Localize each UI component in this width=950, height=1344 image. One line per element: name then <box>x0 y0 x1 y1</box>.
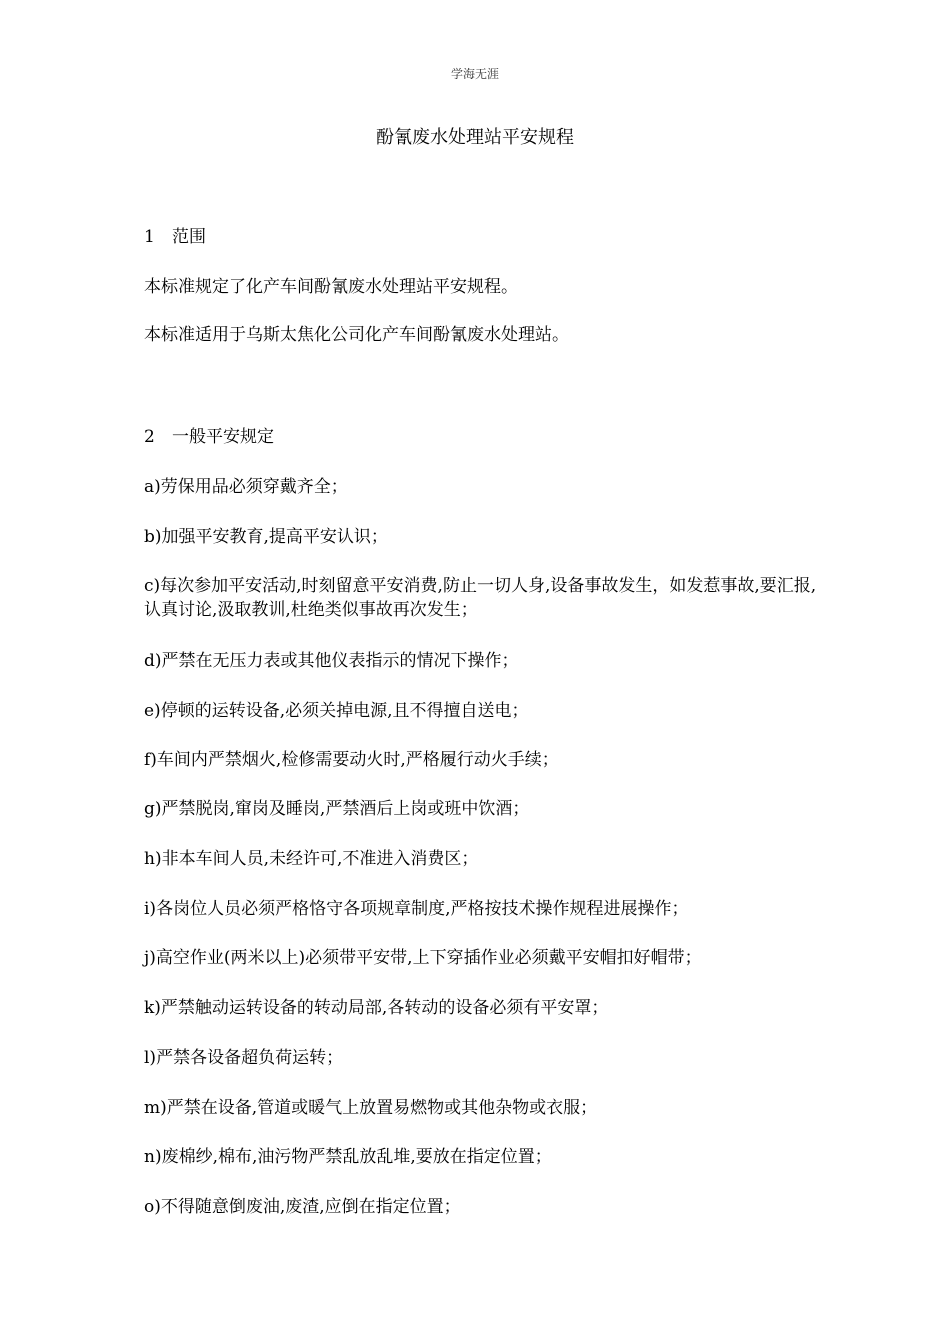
rule-item: c)每次参加平安活动,时刻留意平安消费,防止一切人身,设备事故发生，如发惹事故,要汇报,认真讨论,汲取教训,杜绝类似事故再次发生； <box>144 576 817 620</box>
rule-item: f)车间内严禁烟火,检修需要动火时,严格履行动火手续； <box>144 750 559 770</box>
document-title: 酚氰废水处理站平安规程 <box>376 127 574 148</box>
section-2-heading <box>144 425 824 449</box>
rule-item: k)严禁触动运转设备的转动局部,各转动的设备必须有平安罩； <box>144 998 609 1018</box>
rule-item: e)停顿的运转设备,必须关掉电源,且不得擅自送电； <box>144 701 529 721</box>
section-2-number: 2 <box>144 427 155 447</box>
rule-item: d)严禁在无压力表或其他仪表指示的情况下操作； <box>144 651 519 671</box>
section-1-number: 1 <box>144 227 155 247</box>
rule-item: j)高空作业(两米以上)必须带平安带,上下穿插作业必须戴平安帽扣好帽带； <box>144 948 702 968</box>
rule-item: i)各岗位人员必须严格恪守各项规章制度,严格按技术操作规程进展操作； <box>144 899 689 919</box>
section-1-title: 范围 <box>172 227 206 247</box>
section-2-title: 一般平安规定 <box>172 427 274 447</box>
paragraph: 本标准适用于乌斯太焦化公司化产车间酚氰废水处理站。 <box>144 325 569 345</box>
rule-item: n)废棉纱,棉布,油污物严禁乱放乱堆,要放在指定位置； <box>144 1147 552 1167</box>
rule-item: h)非本车间人员,未经许可,不准进入消费区； <box>144 849 479 869</box>
rule-item: b)加强平安教育,提高平安认识； <box>144 527 388 547</box>
rule-item: o)不得随意倒废油,废渣,应倒在指定位置； <box>144 1197 461 1217</box>
page-header: 学海无涯 <box>450 67 499 81</box>
rule-item: m)严禁在设备,管道或暖气上放置易燃物或其他杂物或衣服； <box>144 1098 598 1118</box>
paragraph: 本标准规定了化产车间酚氰废水处理站平安规程。 <box>144 277 518 297</box>
rule-item: g)严禁脱岗,窜岗及睡岗,严禁酒后上岗或班中饮酒； <box>144 799 530 819</box>
rule-item: a)劳保用品必须穿戴齐全； <box>144 477 348 497</box>
rule-item: l)严禁各设备超负荷运转； <box>144 1048 344 1068</box>
section-1-heading <box>144 225 824 249</box>
